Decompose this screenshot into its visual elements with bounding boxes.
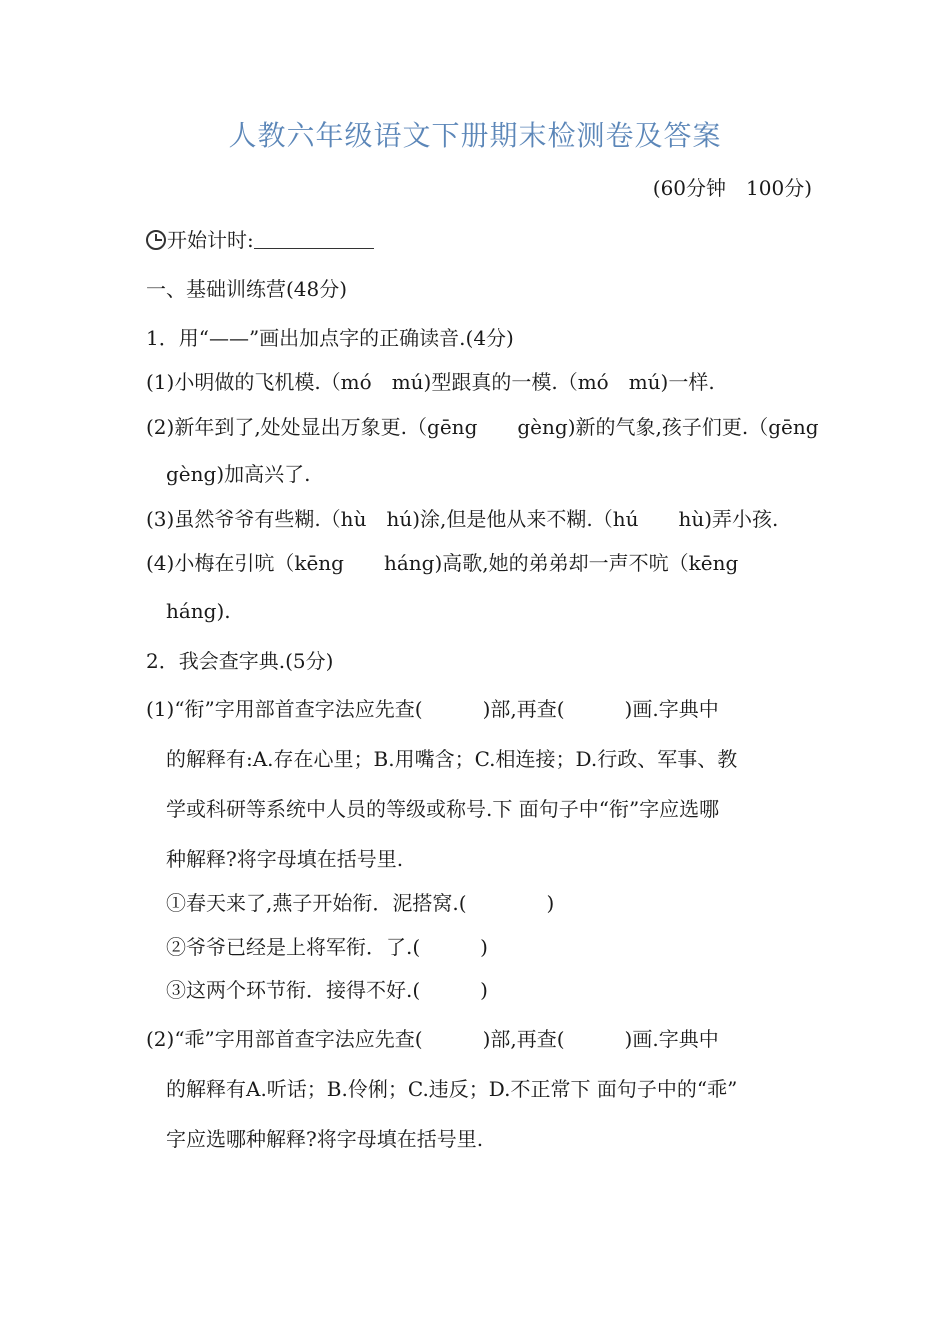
q2-sentence-3: ③这两个环节衔．接得不好.( ): [166, 978, 488, 1002]
q2-part-1-line-3: 学或科研等系统中人员的等级或称号.下 面句子中“衔”字应选哪: [166, 797, 720, 821]
q2-part-2-line-3: 字应选哪种解释?将字母填在括号里.: [166, 1127, 484, 1151]
q2-sentence-1: ①春天来了,燕子开始衔．泥搭窝.( ): [166, 891, 555, 915]
start-time-row: [146, 227, 374, 253]
q1-item-1: (1)小明做的飞机模.（mó mú)型跟真的一模.（mó mú)一样.: [146, 370, 715, 394]
q1-item-4-cont: háng).: [166, 599, 231, 623]
q2-sentence-2: ②爷爷已经是上将军衔．了.( ): [166, 935, 488, 959]
q1-item-3: (3)虽然爷爷有些糊.（hù hú)涂,但是他从来不糊.（hú hù)弄小孩.: [146, 507, 779, 531]
document-title: 人教六年级语文下册期末检测卷及答案: [228, 119, 722, 152]
q2-part-2-line-2: 的解释有A.听话；B.伶俐；C.违反；D.不正常下 面句子中的“乖”: [166, 1077, 738, 1101]
time-score-note: (60分钟 100分): [652, 176, 812, 200]
start-time-label: 开始计时:: [167, 228, 254, 252]
q2-part-1: (1)“衔”字用部首查字法应先查( )部,再查( )画.字典中: [146, 697, 719, 721]
q2-part-1-line-2: 的解释有:A.存在心里；B.用嘴含；C.相连接；D.行政、军事、教: [166, 747, 738, 771]
question-1-stem: 1．用“——”画出加点字的正确读音.(4分): [146, 326, 514, 350]
q2-part-2: (2)“乖”字用部首查字法应先查( )部,再查( )画.字典中: [146, 1027, 719, 1051]
q2-part-1-line-4: 种解释?将字母填在括号里.: [166, 847, 404, 871]
q1-item-2: (2)新年到了,处处显出万象更.（gēng gèng)新的气象,孩子们更.（gēng: [146, 415, 819, 439]
section-heading: 一、基础训练营(48分): [146, 277, 348, 301]
clock-icon: [146, 230, 166, 250]
start-time-blank[interactable]: [254, 228, 374, 249]
q1-item-2-cont: gèng)加高兴了.: [166, 462, 311, 486]
q1-item-4: (4)小梅在引吭（kēng háng)高歌,她的弟弟却一声不吭（kēng: [146, 551, 739, 575]
question-2-stem: 2．我会查字典.(5分): [146, 649, 334, 673]
